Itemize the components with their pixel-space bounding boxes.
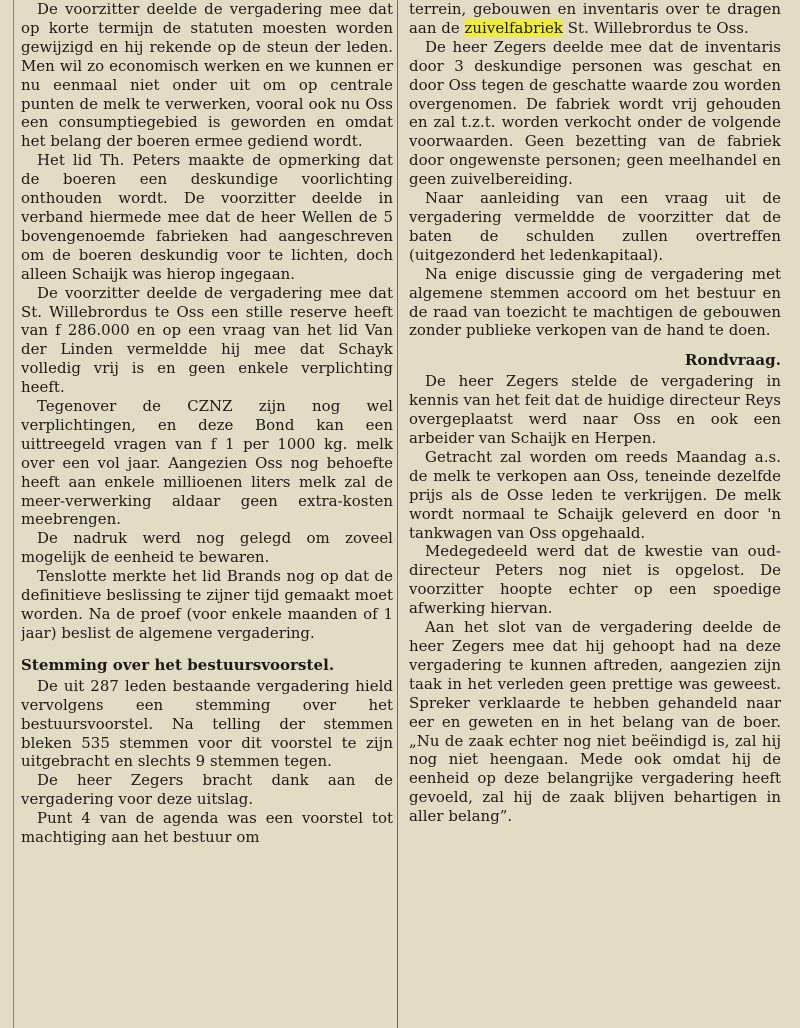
paragraph-stemming: De uit 287 leden bestaande vergadering hield vervolgens een stemming over het bestuursvoorstel. Na telling der stemmen bleken 535 stemmen voor dit voorstel te zijn uitgebracht en slechts 9 stemmen tegen. [21,676,393,771]
paragraph-directeur: De heer Zegers stelde de vergadering in kennis van het feit dat de huidige directeur Reys overgeplaatst werd naar Oss en ook een arbeider van Schaijk en Herpen. [409,372,781,448]
paragraph-statuten: De voorzitter deelde de vergadering mee dat op korte termijn de statuten moesten worden gewijzigd en hij rekende op de steun der leden. Men wil zo economisch werken en we kunnen er nu eenmaal niet onder uit om op centrale punten de melk te verwerken, vooral ook nu Oss een consumptiegebied is geworden en omdat het belang der boeren ermee gediend wordt. [21,0,393,151]
paragraph-melk-verkopen: Getracht zal worden om reeds Maandag a.s. de melk te verkopen aan Oss, teneinde dezelfde prijs als de Osse leden te verkrijgen. De melk wordt normaal te Schaijk geleverd en door 'n tankwagen van Oss opgehaald. [409,447,781,542]
paragraph-machtiging: Na enige discussie ging de vergadering met algemene stemmen accoord om het bestuur en de raad van toezicht te machtigen de gebouwen zonder publieke verkopen van de hand te doen. [409,264,781,340]
left-edge-rule [13,0,14,1028]
paragraph-agenda-punt-4: Punt 4 van de agenda was een voorstel tot machtiging aan het bestuur om [21,809,393,847]
paragraph-eenheid: De nadruk werd nog gelegd om zoveel mogelijk de eenheid te bewaren. [21,529,393,567]
paragraph-slot: Aan het slot van de vergadering deelde de heer Zegers mee dat hij gehoopt had na deze vergadering te kunnen aftreden, aangezien zijn taak in het verleden geen prettige was geweest. Spreker verklaarde te hebben gehandeld naar eer en geweten en in het belang van de boer. „Nu de zaak echter nog niet beëindigd is, zal hij nog niet heengaan. Mede ook omdat hij de eenheid op deze belangrijke vergadering heeft gevoeld, zal hij de zaak blijven behartigen in aller belang”. [409,618,781,826]
paragraph-inventaris: De heer Zegers deelde mee dat de inventaris door 3 deskundige personen was geschat en door Oss tegen de geschatte waarde zou worden overgenomen. De fabriek wordt vrij gehouden en zal t.z.t. worden verkocht onder de volgende voorwaarden. Geen bezetting van de fabriek door ongewenste personen; geen meelhandel en geen zuivelbereiding. [409,37,781,189]
paragraph-brands: Tenslotte merkte het lid Brands nog op dat de definitieve beslissing te zijner tijd gemaakt moet worden. Na de proef (voor enkele maanden of 1 jaar) beslist de algemene vergadering. [21,567,393,642]
paragraph-baten: Naar aanleiding van een vraag uit de vergadering vermeldde de voorzitter dat de baten de schulden zullen overtreffen (uitgezonderd het ledenkapitaal). [409,189,781,264]
text-run: terrein, gebouwen en inventaris over te dragen aan de [409,0,781,37]
highlighted-term: zuivelfabriek [464,18,563,37]
text-run: St. Willebrordus te Oss. [563,18,749,37]
paragraph-dank: De heer Zegers bracht dank aan de vergadering voor deze uitslag. [21,771,393,809]
right-column [409,0,781,1028]
left-column [21,0,393,1028]
section-heading-rondvraag: Rondvraag. [684,351,781,370]
paragraph-cznz: Tegenover de CZNZ zijn nog wel verplichtingen, en deze Bond kan een uittreegeld vragen van f 1 per 1000 kg. melk over een vol jaar. Aangezien Oss nog behoefte heeft aan enkele millioenen liters melk zal de meer-verwerking aldaar geen extra-kosten meebrengen. [21,397,393,529]
paragraph-voorlichting: Het lid Th. Peters maakte de opmerking dat de boeren een deskundige voorlichting onthouden wordt. De voorzitter deelde in verband hiermede mee dat de heer Wellen de 5 bovengenoemde fabrieken had aangeschreven om de boeren deskundig voor te lichten, doch alleen Schaijk was hierop ingegaan. [21,151,393,283]
paragraph-continuation [409,0,781,38]
paragraph-reserve: De voorzitter deelde de vergadering mee dat St. Willebrordus te Oss een stille reserve heeft van f 286.000 en op een vraag van het lid Van der Linden vermeldde hij mee dat Schayk volledig vrij is en geen enkele verplichting heeft. [21,283,393,397]
paragraph-kwestie: Medegedeeld werd dat de kwestie van oud-directeur Peters nog niet is opgelost. De voorzitter hoopte echter op een spoedige afwerking hiervan. [409,542,781,618]
section-heading-stemming: Stemming over het bestuursvoorstel. [21,655,335,674]
column-divider [397,0,398,1028]
